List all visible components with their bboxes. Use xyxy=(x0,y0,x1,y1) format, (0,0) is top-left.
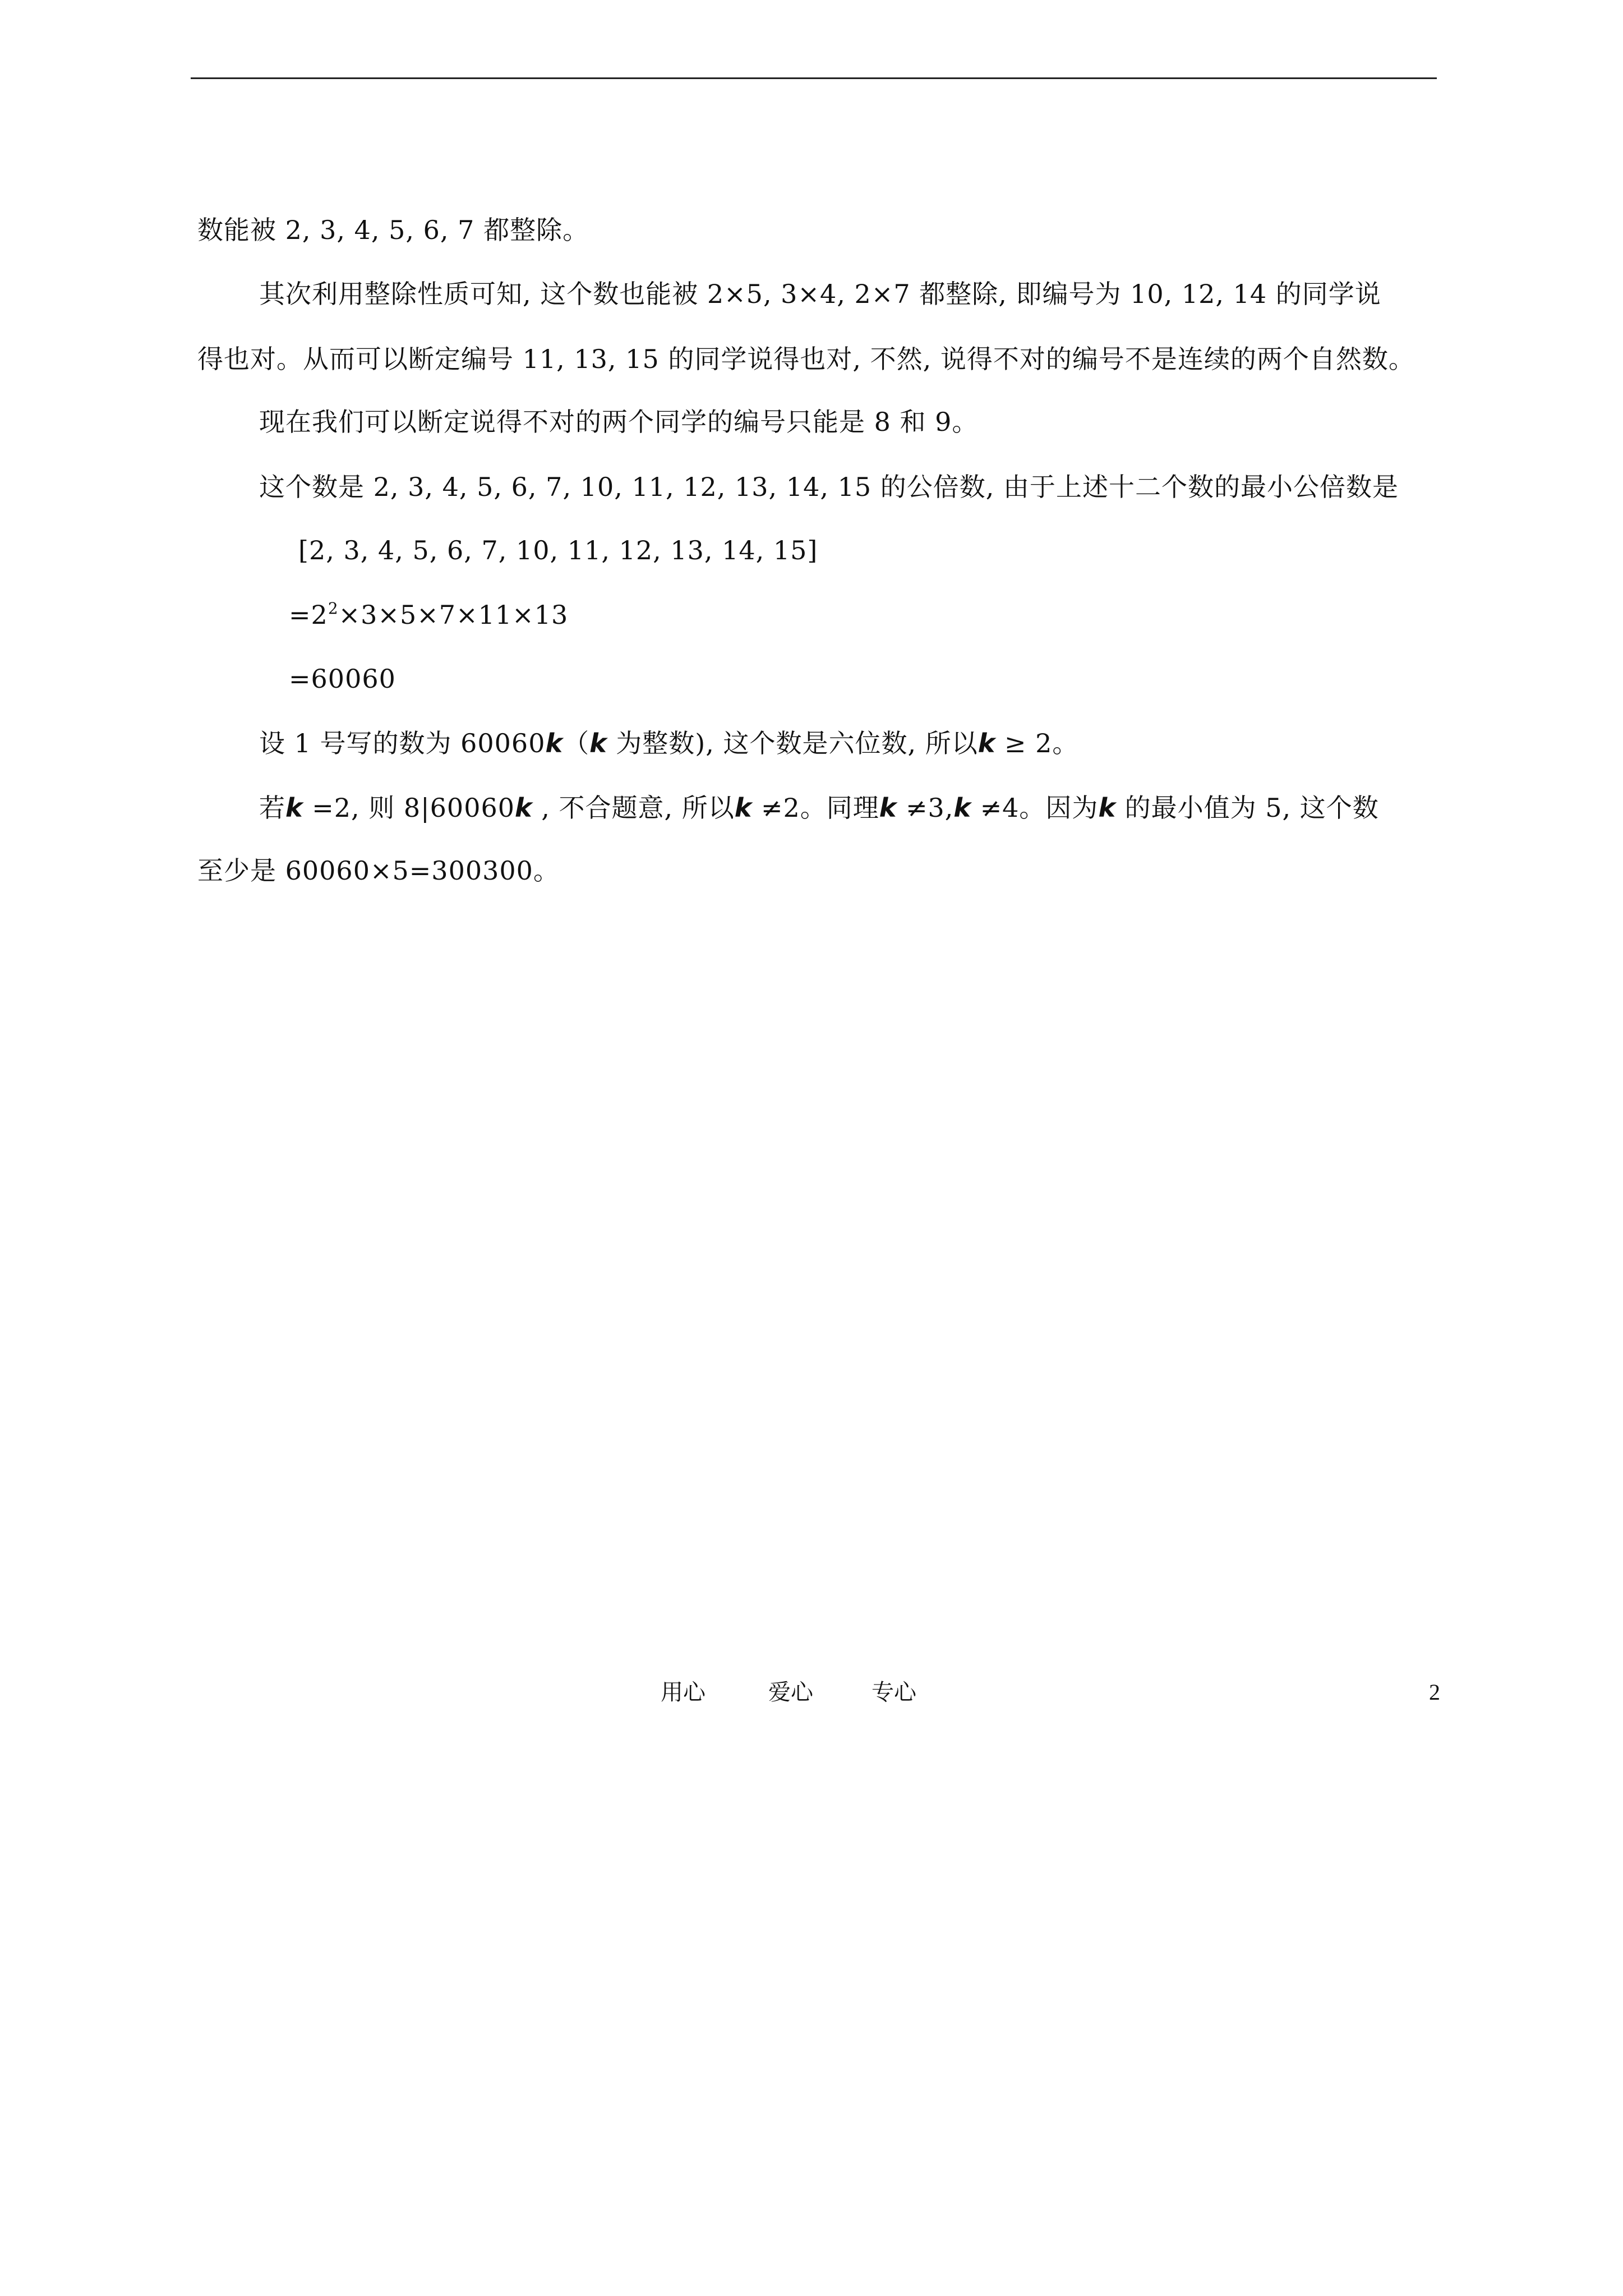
paragraph-line-7 xyxy=(259,791,1379,825)
prime-factorization-base: =2 xyxy=(289,600,328,630)
variable-k: k xyxy=(515,793,533,823)
line7-text-a: 若 xyxy=(259,793,285,823)
prime-factorization-exponent: 2 xyxy=(328,599,339,618)
footer-motto-3: 专心 xyxy=(872,1680,916,1705)
line7-text-c: , 不合题意, 所以 xyxy=(532,793,735,823)
paragraph-line-2: 其次利用整除性质可知, 这个数也能被 2×5, 3×4, 2×7 都整除, 即编号为 10, 12, 14 的同学说 xyxy=(259,279,1381,309)
lcm-result: =60060 xyxy=(289,664,396,694)
line7-text-b: =2, 则 8|60060 xyxy=(303,793,515,823)
page-number: 2 xyxy=(1429,1680,1440,1705)
variable-k: k xyxy=(734,793,753,823)
variable-k: k xyxy=(589,728,607,758)
footer-motto-2: 爱心 xyxy=(768,1680,813,1705)
paragraph-line-4: 现在我们可以断定说得不对的两个同学的编号只能是 8 和 9。 xyxy=(259,407,979,437)
line6-text-c: 为整数), 这个数是六位数, 所以 xyxy=(607,728,978,758)
header-rule xyxy=(191,77,1437,79)
variable-k: k xyxy=(953,793,971,823)
variable-k: k xyxy=(285,793,303,823)
paragraph-line-6 xyxy=(259,726,1078,760)
variable-k: k xyxy=(545,728,564,758)
paragraph-line-1: 数能被 2, 3, 4, 5, 6, 7 都整除。 xyxy=(197,215,589,245)
line7-text-d: ≠2。同理 xyxy=(752,793,879,823)
variable-k: k xyxy=(1098,793,1117,823)
variable-k: k xyxy=(978,728,996,758)
footer-motto-1: 用心 xyxy=(661,1680,706,1705)
paragraph-line-3: 得也对。从而可以断定编号 11, 13, 15 的同学说得也对, 不然, 说得不对的编号不是连续的两个自然数。 xyxy=(197,344,1415,374)
paragraph-line-8: 至少是 60060×5=300300。 xyxy=(197,855,560,886)
lcm-expression: [2, 3, 4, 5, 6, 7, 10, 11, 12, 13, 14, 15] xyxy=(298,535,818,565)
prime-factorization xyxy=(289,598,568,632)
paragraph-line-5: 这个数是 2, 3, 4, 5, 6, 7, 10, 11, 12, 13, 14, 15 的公倍数, 由于上述十二个数的最小公倍数是 xyxy=(259,472,1399,502)
line6-text-b: （ xyxy=(563,728,590,758)
line7-text-f: ≠4。因为 xyxy=(971,793,1099,823)
variable-k: k xyxy=(879,793,897,823)
line7-text-e: ≠3, xyxy=(897,793,954,823)
line7-text-g: 的最小值为 5, 这个数 xyxy=(1116,793,1379,823)
line6-text-d: ≥ 2。 xyxy=(995,728,1079,758)
line6-text-a: 设 1 号写的数为 60060 xyxy=(259,728,546,758)
prime-factorization-rest: ×3×5×7×11×13 xyxy=(338,600,569,630)
